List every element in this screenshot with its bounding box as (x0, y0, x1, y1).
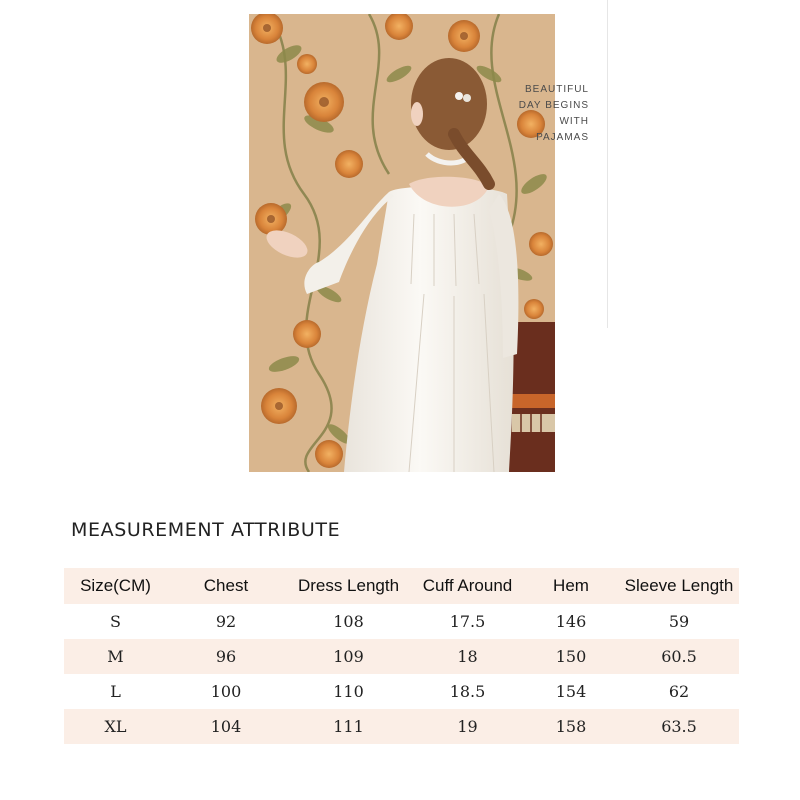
cell-dress-length: 108 (285, 604, 412, 639)
cell-chest: 104 (167, 709, 285, 744)
cell-sleeve-length: 60.5 (619, 639, 739, 674)
tagline-line: DAY BEGINS (518, 100, 589, 111)
cell-hem: 150 (523, 639, 619, 674)
cell-size: M (64, 639, 167, 674)
tagline-line: WITH (559, 116, 589, 127)
cell-dress-length: 111 (285, 709, 412, 744)
cell-dress-length: 109 (285, 639, 412, 674)
cell-sleeve-length: 62 (619, 674, 739, 709)
cell-chest: 100 (167, 674, 285, 709)
table-row (64, 674, 739, 709)
cell-sleeve-length: 63.5 (619, 709, 739, 744)
divider-line (607, 0, 608, 328)
header-size: Size(CM) (64, 568, 167, 604)
tagline-line: BEAUTIFUL (524, 84, 589, 95)
table-row (64, 709, 739, 744)
table-header-row (64, 568, 739, 604)
cell-hem: 154 (523, 674, 619, 709)
header-chest: Chest (167, 568, 285, 604)
cell-cuff-around: 18.5 (412, 674, 523, 709)
tagline-line: PAJAMAS (536, 132, 589, 143)
size-table (64, 568, 739, 744)
cell-cuff-around: 18 (412, 639, 523, 674)
header-sleeve-length: Sleeve Length (619, 568, 739, 604)
table-row (64, 639, 739, 674)
cell-size: L (64, 674, 167, 709)
table-row (64, 604, 739, 639)
cell-dress-length: 110 (285, 674, 412, 709)
cell-hem: 158 (523, 709, 619, 744)
cell-chest: 92 (167, 604, 285, 639)
photo-tagline (507, 82, 589, 146)
section-heading: MEASUREMENT ATTRIBUTE (71, 519, 341, 541)
cell-cuff-around: 19 (412, 709, 523, 744)
cell-size: S (64, 604, 167, 639)
cell-size: XL (64, 709, 167, 744)
header-dress-length: Dress Length (285, 568, 412, 604)
cell-sleeve-length: 59 (619, 604, 739, 639)
cell-cuff-around: 17.5 (412, 604, 523, 639)
cell-hem: 146 (523, 604, 619, 639)
header-cuff-around: Cuff Around (412, 568, 523, 604)
header-hem: Hem (523, 568, 619, 604)
cell-chest: 96 (167, 639, 285, 674)
